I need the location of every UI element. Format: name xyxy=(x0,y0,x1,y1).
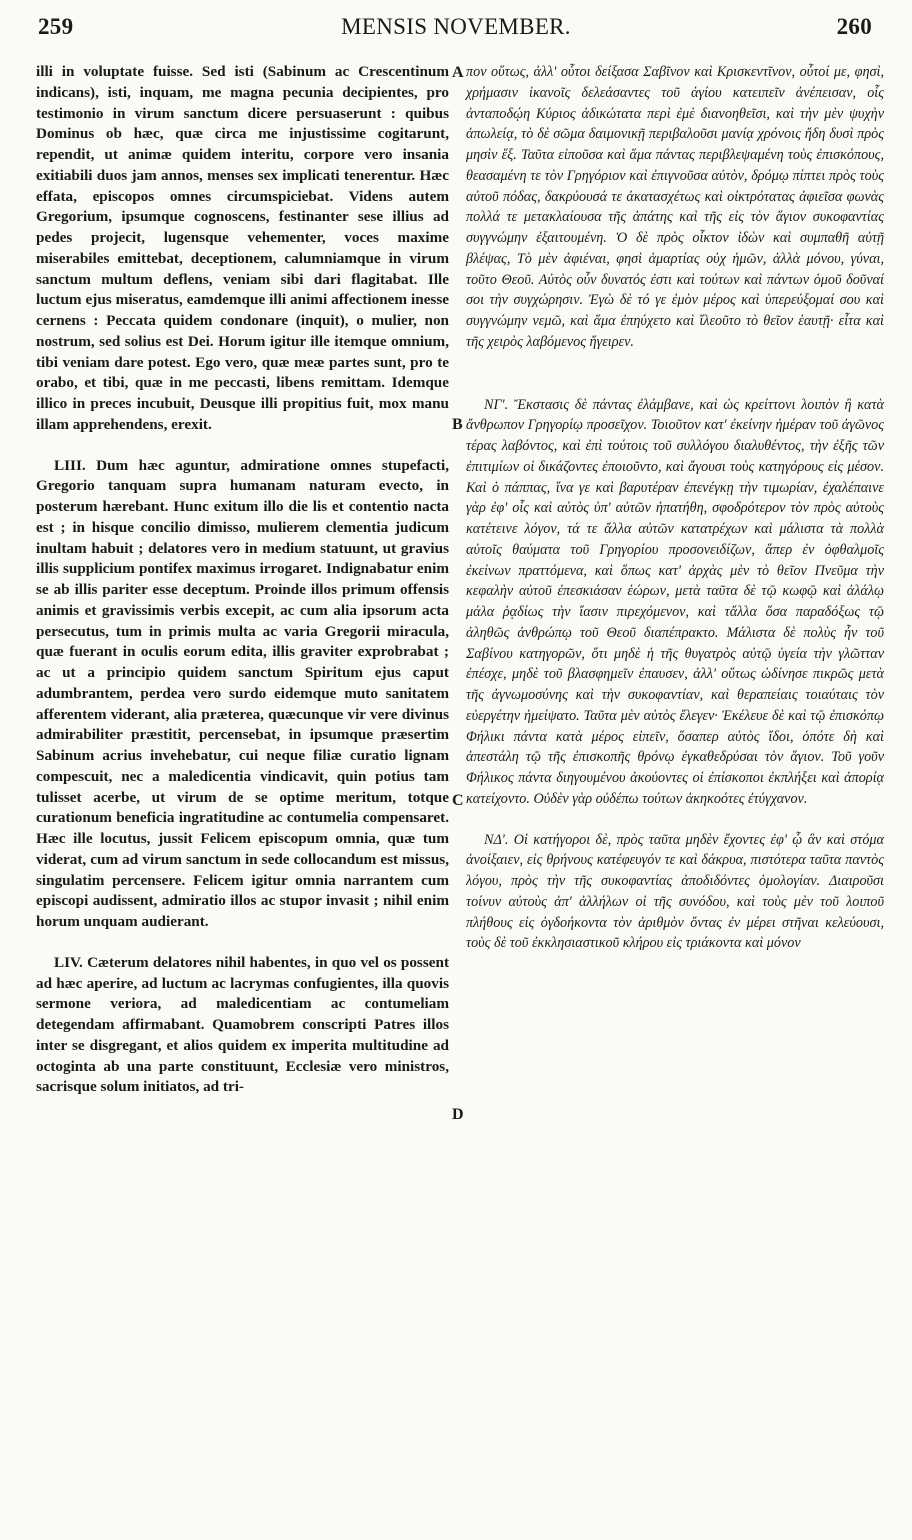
margin-letter-a: A xyxy=(452,64,464,81)
greek-paragraph: πον οὕτως, ἀλλ' οὗτοι δείξασα Σαβῖνον καὶ Κρισκεντῖνον, οὗτοί με, φησὶ, χρήμασιν ἱκανοῖς δελεάσαντες τοῦ ἁγίου κατειπεῖν ἀνέπεισαν, οἷς ἀνταποδῴη Κύριος ἀδικώτατα περὶ ἐμὲ διανοηθεῖσι, καὶ τὴν μὲν ψυχὴν ἀπωλείᾳ, τὸ δὲ σῶμα δαιμονικῇ περιβαλοῦσι μανίᾳ χρόνοις ἤδη δυσὶ πρὸς μησὶν ἕξ. Ταῦτα εἰποῦσα καὶ ἅμα πάντας περιβλεψαμένη τοὺς ἐπισκόπους, θεασαμένη τε τὸν Γρηγόριον καὶ ἐπιγνοῦσα αὐτὸν, δρόμῳ πίπτει πρὸς τοὺς αὐτοῦ πόδας, δακρύουσά τε ἀκατασχέτως καὶ οἰκτρότατας ἀφιεῖσα φωνὰς πολλά τε μετακλαίουσα τῆς ἀπάτης καὶ τῆς εἰς τὸν ἅγιον συκοφαντίας συγγνώμην ἐξαιτουμένη. Ὁ δὲ πρὸς οἶκτον ἰδὼν καὶ συμπαθῆ αὐτῇ βλέψας, Τὸ μὲν ἀφιέναι, φησὶ ἁμαρτίας οὐχ ἡμῶν, ἀλλὰ μόνου, γύναι, τοῦτο Θεοῦ. Αὐτὸς οὖν δυνατός ἐστι καὶ τούτων καὶ πάντων ὁμοῦ δοῦναί σοι τὴν συγχώρησιν. Ἐγὼ δὲ τό γε ἐμὸν μέρος καὶ ὑπερεύξομαί σου καὶ συγγνώμην νεμῶ, καὶ ἅμα ἐπηύχετο καὶ ἵλεοῦτο τὸ θεῖον ἑαυτῇ· εἶτα καὶ τῆς χειρὸς λαβόμενος ἤγειρεν. xyxy=(466,64,884,350)
page-number-right: 260 xyxy=(836,14,872,39)
greek-paragraph xyxy=(466,395,884,810)
margin-letter-c: C xyxy=(452,792,464,809)
paragraph-text: Cæterum delatores nihil habentes, in quo vel os possent ad hæc aperire, ad luctum ac lacrymas confugientes, illa quovis sermone veriora, ad maledicentiam ac contumeliam detegendam affirmabant. Quamobrem conscripti Patres illos inter se disgregant, et alios quidem ex imperita multitudine ad octoginta ab una parte constituunt, Ecclesiæ vero ministros, sacrisque solum initiatos, ad tri- xyxy=(36,953,449,1096)
paragraph-text: Ἔκστασις δὲ πάντας ἐλάμβανε, καὶ ὡς κρείττονι λοιπὸν ἢ κατὰ ἄνθρωπον Γρηγορίῳ προσεῖχον. Τοιοῦτον κατ' ἐκείνην ἡμέραν τοῦ ἀγῶνος τέρας λαβόντος, καὶ ἐπὶ τούτοις τοῦ συλλόγου διαλυθέντος, τὴν ἐξῆς τῶν ἐπιτιμίων οἱ δικάζοντες ἐποιοῦντο, καὶ ἄγουσι τοὺς κατηγόρους εἰς μέσον. Καὶ ὁ πάππας, ἵνα γε καὶ βαρυτέραν ἐπενέγκῃ τὴν τιμωρίαν, ἐχαλέπαινε γὰρ ἐφ' οἷς καὶ αὐτὸς ὑπ' αὐτῶν ἠπατήθη, σφοδρότερον τὸν πρὸς αὐτοὺς κατέτεινε λόγον, τά τε ἄλλα αὐτῶν κατατρέχων καὶ μάλιστα τὰ πολλὰ αὐτοῖς θαύματα τοῦ Γρηγορίου προσονειδίζων, ἅπερ ἐν ὀφθαλμοῖς ἐκείνων πραττόμενα, καὶ ὅπως κατ' ἀρχὰς μὲν τὸ θεῖον Πνεῦμα τὴν κεφαλὴν αὐτοῦ ἐπεσκιάσαν ἑώρων, μετὰ ταῦτα δὲ τῷ κωφῷ καὶ ἀλάλῳ μάλα ῥᾳδίως τὴν ἴασιν πιρεχόμενον, καὶ τἄλλα ὅσα παραδόξως τῷ ἀληθῶς ἀνθρώπῳ τοῦ Θεοῦ διαπέπρακτο. Μάλιστα δὲ πολὺς ἦν τοῦ Σαβίνου κατηγορῶν, ὅτι μηδὲ ἡ τῆς θυγατρὸς αὐτῷ ὑγεία τὴν γλῶτταν ἐπέσχε, μηδὲ τοῦ βλασφημεῖν ἐπαυσεν, ἀλλ' οὕτως ὠδίνησε πικρῶς μετὰ τῆς ἀγνωμοσύνης καὶ τὴν συκοφαντίαν, καὶ θεραπείαις τοιαύταις τὸν εὐεργέτην ἠμείψατο. Ταῦτα μὲν αὐτὸς ἔλεγεν· Ἐκέλευε δὲ καὶ τῷ ἐπισκόπῳ Φήλικι πάντα κατὰ μέρος εἰπεῖν, ὅσαπερ αὐτὸς ἴδοι, ὁπότε δὴ καὶ ἀπεστάλη τῷ τῆς ἐπισκοπῆς θρόνῳ ἐγκαθεδρύσαι τὸν ἅγιον. Τοῦ γοῦν Φήλικος πάντα διηγουμένου ἀκούοντες οἱ ἐπίσκοποι ἐκπλήξει καὶ ἀπορίᾳ κατείχοντο. Οὐδὲν γὰρ οὐδέπω τούτων ἀκηκοότες ἐτύγχανον. xyxy=(466,396,884,807)
page-header xyxy=(30,14,882,54)
paragraph-text: Dum hæc aguntur, admiratione omnes stupefacti, Gregorio tanquam supra humanam naturam evecto, in posterum hærebant. Hunc exitum illo die lis et contentio nacta est ; in hisque concilio dimisso, mulierem clementia judicum inultam habuit ; delatores vero in medium statuunt, ut gravius illis supplicium pontifex maximus irrogaret. Indignabatur enim se ab illis pariter esse deceptum. Proinde illos primum offensis animis et gravissimis verbis excepit, ac cum alia ipsorum acta persecutus, tum in primis multa ac varia Gregorii miracula, quæ fuerant in oculis eorum edita, illis graviter exprobrabat ; ac ut a principio quidem sanctum Spiritum ejus caput adumbrantem, perdea vero surdo eidemque muto sanitatem afferentem viderant, alia præterea, quæcunque vir vere divinus admirabiliter præstitit, percensebat, in ipsumque præsertim Sabinum acrius invehebatur, cui neque filiæ curatio lignam compescuit, nec a maledicentia vindicavit, quin potius tam tulisset acerbe, ut virum de se optime meritum, totque curationum beneficia ingratitudine ac contumelia compensaret. Hæc ille locutus, jussit Felicem episcopum omnia, quæ tum viderat, cum ad virum sanctum in sede collocandum est missus, singulatim percensere. Felicem igitur omnia narrantem cum episcopi audissent, admiratio illos ac stupor invasit ; nihil enim horum unquam audierant. xyxy=(36,456,450,930)
margin-letter-d: D xyxy=(452,1106,464,1123)
running-title: MENSIS NOVEMBER. xyxy=(341,14,571,39)
margin-letter-b: B xyxy=(452,416,463,433)
latin-paragraph xyxy=(36,456,449,933)
section-number: ΝΔ'. xyxy=(484,831,509,848)
paragraph-text: Οἱ κατήγοροι δὲ, πρὸς ταῦτα μηδὲν ἔχοντες ἐφ' ᾧ ἂν καὶ στόμα ἀνοίξαιεν, εἰς θρήνους κατέφευγόν τε καὶ δάκρυα, πιστότερα ταῦτα παντὸς λόγου, πρὸς τὴν τῆς συκοφαντίας ἀποδιδόντες ὁμολογίαν. Διαιροῦσι τοίνυν αὐτοὺς ἀπ' ἀλλήλων οἱ τῆς συνόδου, καὶ τοὺς μὲν τοῦ λοιποῦ πλήθους εἰς ὀγδοήκοντα τὸν ἀριθμὸν ὄντας ἐν μέρει στῆναι κελεύουσι, τοὺς δὲ τοῦ ἐκκλησιαστικοῦ κλήρου εἰς τριάκοντα καὶ μόνον xyxy=(466,831,884,952)
greek-column xyxy=(466,62,884,954)
latin-column xyxy=(36,62,449,1098)
section-number: LIV. xyxy=(54,953,83,971)
greek-paragraph xyxy=(466,830,884,955)
section-number: LIII. xyxy=(54,456,86,474)
page-number-left: 259 xyxy=(38,14,74,39)
latin-paragraph: illi in voluptate fuisse. Sed isti (Sabinum ac Crescentinum indicans), isti, inquam, me magna pecunia decipientes, pro testimonio in virum sanctum dicere persuaserunt : quibus Dominus ob hæc, quæ circa me injustissime cogitarunt, rependit, ut animæ quidem interitu, corpore vero insania exitiabili duos jam annos, menses sex implicati tenerentur. Hæc effata, episcopos omnes circumspiciebat. Videns autem Gregorium, ipsumque cognoscens, festinanter sese illius ad pedes projecit, lugensque vehementer, voces maxime miserabiles emittebat, deceptionem, calumniamque in virum sanctum multum deflens, veniam sibi dari flagitabat. Ille luctum ejus miseratus, eamdemque illi animi affectionem inesse cernens : Peccata quidem condonare (inquit), o mulier, non nostrum, sed solius est Dei. Horum igitur ille itemque omnium, tibi veniam dare potest. Ego vero, quæ meæ partes sunt, pro te orabo, et tibi, quæ in me peccasti, libens remittam. Idemque illico in preces incubuit, Deusque illi propitius fuit, mox manu illam apprehendens, erexit. xyxy=(36,63,449,433)
latin-paragraph xyxy=(36,953,449,1098)
section-number: ΝΓ'. xyxy=(484,396,509,413)
